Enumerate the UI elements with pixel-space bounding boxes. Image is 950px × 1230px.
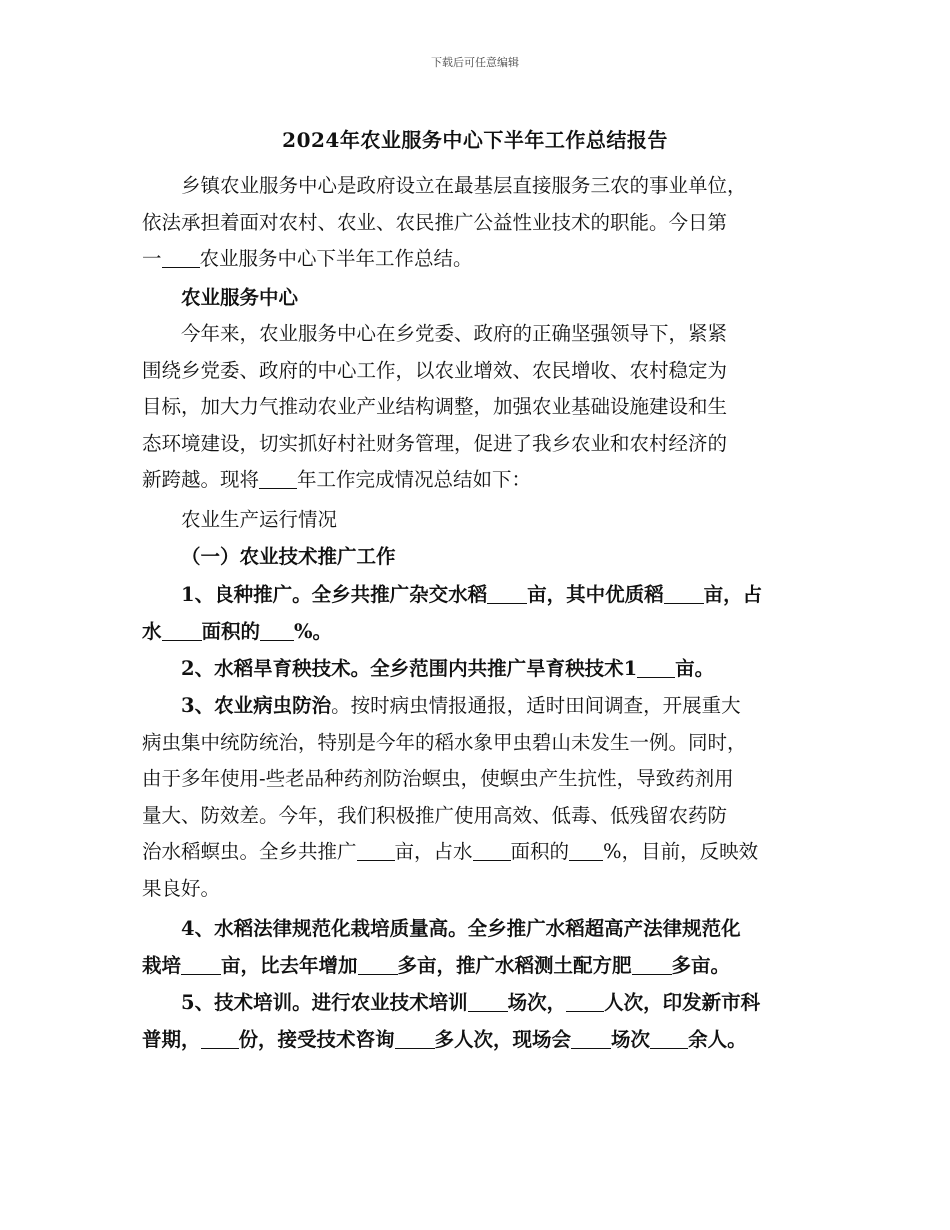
text-line: 量大、防效差。今年，我们积极推广使用高效、低毒、低残留农药防 [142,803,728,827]
text-line: 水 面积的 %。 [142,619,333,643]
text-line: 由于多年使用-些老品种药剂防治螟虫，使螟虫产生抗性，导致药剂用 [142,767,734,790]
section-heading-production: 农业生产运行情况 [181,508,338,531]
text-line: 2、水稻旱育秧技术。全乡范围内共推广旱育秧技术1 亩。 [181,657,715,680]
text-line: 果良好。 [142,876,221,900]
text-line: 5、技术培训。进行农业技术培训 场次， 人次，印发新市科 [181,991,761,1014]
intro-paragraph [142,168,812,278]
section-heading: 农业服务中心 [181,286,299,309]
text-line: 一 农业服务中心下半年工作总结。 [142,247,473,270]
text-line: 今年来，农业服务中心在乡党委、政府的正确坚强领导下，紧紧 [181,322,728,345]
text-line: 乡镇农业服务中心是政府设立在最基层直接服务三农的事业单位， [181,174,747,197]
blank-underline [162,247,200,268]
text-line: 目标，加大力气推动农业产业结构调整，加强农业基础设施建设和生 [142,395,728,418]
text-line: 4、水稻法律规范化栽培质量高。全乡推广水稻超高产法律规范化 [181,917,741,940]
text-line: 态环境建设，切实抓好村社财务管理，促进了我乡农业和农村经济的 [142,431,728,455]
item-2 [142,651,812,688]
item-1 [142,577,812,650]
blank-underline [259,468,297,489]
page-header-note: 下载后可任意编辑 [431,56,519,69]
item-5 [142,985,812,1058]
section-heading-tech: （一）农业技术推广工作 [181,545,396,568]
text-line: 新跨越。现将 年工作完成情况总结如下： [142,468,532,491]
text-line: 栽培 亩，比去年增加 多亩，推广水稻测土配方肥 多亩。 [142,953,731,977]
document-title: 2024年农业服务中心下半年工作总结报告 [282,128,668,152]
item-3 [142,688,812,907]
text-line: 1、良种推广。全乡共推广杂交水稻 亩，其中优质稻 亩，占 [181,583,763,606]
text-line: 病虫集中统防统治，特别是今年的稻水象甲虫碧山未发生一例。同时， [142,730,747,754]
item-4 [142,911,812,984]
text-line: 围绕乡党委、政府的中心工作，以农业增效、农民增收、农村稳定为 [142,358,728,382]
text-line: 依法承担着面对农村、农业、农民推广公益性业技术的职能。今日第 [142,210,728,234]
text-line: 3、农业病虫防治。按时病虫情报通报，适时田间调查，开展重大 [181,694,741,717]
text-line: 治水稻螟虫。全乡共推广 亩，占水 面积的 %，目前，反映效 [142,840,759,863]
overview-paragraph [142,316,812,499]
text-line: 普期， 份，接受技术咨询 多人次，现场会 场次 余人。 [142,1027,747,1051]
